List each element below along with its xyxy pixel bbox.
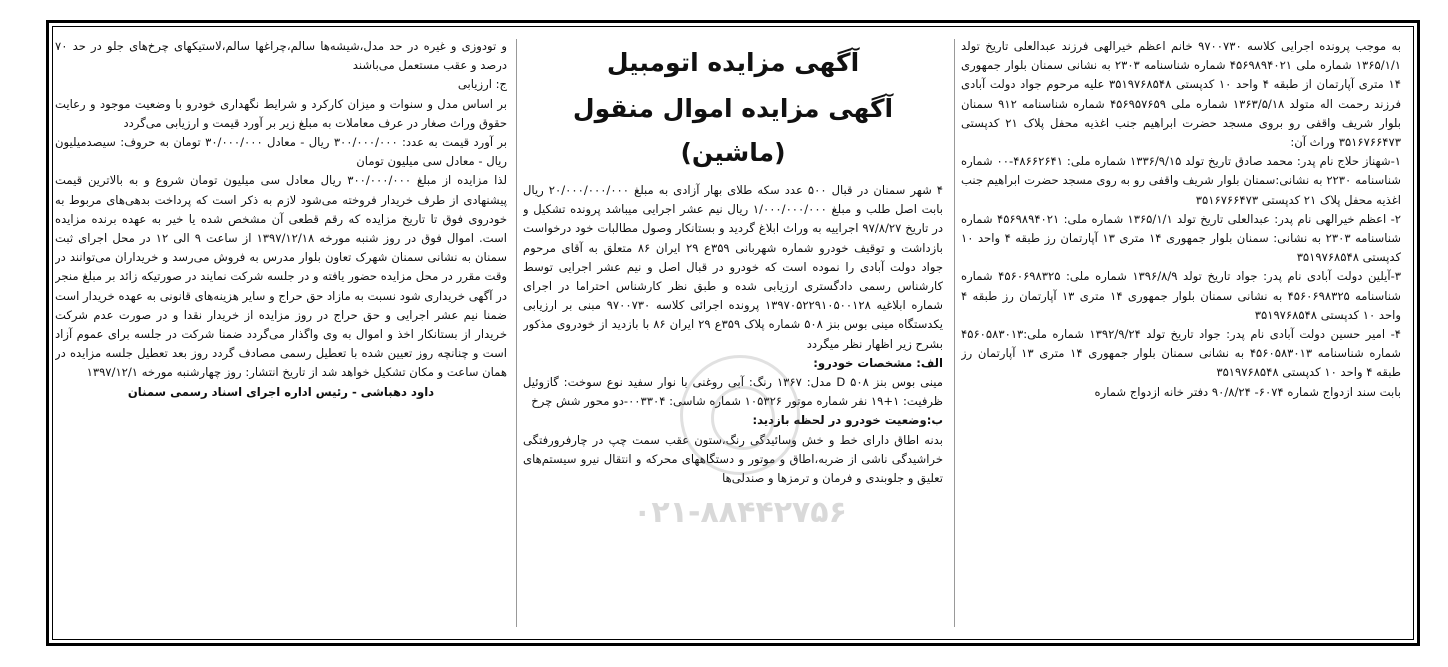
case-body: ۴ شهر سمنان در قبال ۵۰۰ عدد سکه طلای بهار آزادی به مبلغ ۲۰/۰۰۰/۰۰۰/۰۰۰ ریال بابت اصل طلب و مبلغ ۱/۰۰۰/۰۰۰/۰۰۰ ریال نیم عشر اجرایی میباشد پرونده تشکیل و در تاریخ ۹۷/۸/۲۷ اجراییه به وراث ابلاغ گردید و بستانکار وصول مطالبات خود درخواست بازداشت و توقیف خودرو شماره شهربانی ۳۵۹ع ۲۹ ایران ۸۶ متعلق به آقای مرحوم جواد دولت آبادی را نموده است که خودرو در قبال اصل و نیم عشر اجرایی توسط کارشناس رسمی دادگستری ارزیابی شده و طبق نظر کارشناس احتراما در اجرای شماره ابلاغیه ۱۳۹۷۰۵۲۲۹۱۰۵۰۰۱۲۸ پرونده اجرائی کلاسه ۹۷۰۰۷۳۰ مبنی بر ارزیابی یکدستگاه مینی بوس بنز ۵۰۸ شماره پلاک ۳۵۹ع ۲۹ ایران ۸۶ با بازدید از خودروی مذکور بشرح زیر اظهار نظر میگردد bbox=[523, 183, 943, 351]
marriage-deed: بابت سند ازدواج شماره ۶۰۷۴- ۹۰/۸/۲۴ دفتر خانه ازدواج شماره bbox=[1094, 384, 1401, 399]
section-c-heading: ج: ارزیابی bbox=[457, 77, 507, 92]
column-divider bbox=[516, 39, 517, 627]
case-intro: به موجب پرونده اجرایی کلاسه ۹۷۰۰۷۳۰ خانم اعظم خیرالهی فرزند عبدالعلی تاریخ تولد ۱۳۶۵/۱/۱ شماره ملی ۴۵۶۹۸۹۴۰۲۱ شماره شناسنامه ۲۳۰۳ به نشانی سمنان بلوار جمهوری ۱۴ متری آپارتمان از طبقه ۴ واحد ۱۰ کدپستی ۳۵۱۹۷۶۸۵۴۸ علیه مرحوم جواد دولت آبادی فرزند رحمت اله متولد ۱۳۶۳/۵/۱۸ شماره ملی ۴۵۶۹۵۷۶۵۹ شماره شناسنامه ۹۱۲ سمنان بلوار شریف واقفی رو بروی مسجد حضرت ابراهیم جنب اغذیه محفل پلاک ۲۱ کدپستی ۳۵۱۶۷۶۶۴۷۳ وراث آن: bbox=[961, 39, 1401, 150]
heir-3: ۳-آیلین دولت آبادی نام پدر: جواد تاریخ تولد ۱۳۹۶/۸/۹ شماره ملی: ۴۵۶۰۶۹۸۳۲۵ شماره شناسنامه ۴۵۶۰۶۹۸۳۲۵ به نشانی سمنان بلوار جمهوری ۱۴ متری ۱۳ آپارتمان رز طبقه ۴ واحد ۱۰ کدپستی ۳۵۱۹۷۶۸۵۴۸ bbox=[961, 269, 1401, 322]
auction-terms: لذا مزایده از مبلغ ۳۰۰/۰۰۰/۰۰۰ ریال معادل سی میلیون تومان شروع و به بالاترین قیمت پیشنهادی از طرف خریدار فروخته می‌شود لازم به ذکر است که پرداخت بدهی‌های مربوط به خودروی فوق تا تاریخ مزایده که رقم قطعی آن مشخص شده یا خیر به عهده برنده مزایده است. اموال فوق در روز شنبه مورخه ۱۳۹۷/۱۲/۱۸ از ساعت ۹ الی ۱۲ در محل اجرای ثبت سمنان به نشانی سمنان شهرک تعاون بلوار مدرس به فروش می‌رسد و خریداران می‌توانند در وقت مقرر در محل مزایده حضور یافته و در جلسه شرکت نمایند در صورتیکه زائد بر مبلغ منجر در آگهی خریداری شود نسبت به مازاد حق حراج و سایر هزینه‌های قانونی به عهده خریدار است ضمنا نیم عشر اجرایی و حق حراج در روز مزایده از خریدار نقدا و در صورت عدم شرکت خریدار از بستانکار اخذ و اموال به وی واگذار می‌گردد ضمنا شرکت در جلسه برای عموم آزاد است و چنانچه روز تعیین شده با تعطیل رسمی مصادف گردد روز بعد تعطیل جلسه مزایده در همان ساعت و مکان تشکیل خواهد شد از تاریخ انتشار: روز چهارشنبه مورخه ۱۳۹۷/۱۲/۱ bbox=[55, 173, 507, 380]
notice-frame bbox=[46, 20, 1420, 646]
notice-title: آگهی مزایده اتومبیل bbox=[606, 48, 860, 77]
section-b-heading: ب:وضعیت خودرو در لحظه بازدید: bbox=[752, 413, 943, 428]
column-divider bbox=[954, 39, 955, 627]
watermark-phone: ۰۲۱-۸۸۴۴۲۷۵۶ bbox=[633, 495, 847, 530]
heir-2: ۲- اعظم خیرالهی نام پدر: عبدالعلی تاریخ تولد ۱۳۶۵/۱/۱ شماره ملی: ۴۵۶۹۸۹۴۰۲۱ شماره شناسنامه ۲۳۰۳ به نشانی: سمنان بلوار جمهوری ۱۴ متری ۱۳ آپارتمان رز طبقه ۴ واحد ۱۰ کدپستی ۳۵۱۹۷۶۸۵۴۸ bbox=[961, 211, 1401, 265]
notice-subtitle: آگهی مزایده اموال منقول (ماشین) bbox=[572, 94, 894, 167]
heir-4: ۴- امیر حسین دولت آبادی نام پدر: جواد تاریخ تولد ۱۳۹۲/۹/۲۴ شماره ملی:۴۵۶۰۵۸۳۰۱۳ شماره شناسنامه ۴۵۶۰۵۸۳۰۱۳ به نشانی سمنان بلوار جمهوری ۱۴ متری ۱۳ آپارتمان رز طبقه ۴ واحد ۱۰ کدپستی ۳۵۱۹۷۶۸۵۴۸ bbox=[961, 327, 1401, 380]
appraisal-price: بر آورد قیمت به عدد: ۳۰۰/۰۰۰/۰۰۰ ریال - معادل ۳۰/۰۰۰/۰۰۰ تومان به حروف: سیصدمیلیون ریال - معادل سی میلیون تومان bbox=[55, 135, 507, 169]
right-column bbox=[961, 37, 1401, 633]
appraisal-basis: بر اساس مدل و سنوات و میزان کارکرد و شرایط نگهداری خودرو با وضعیت موجود و رعایت حقوق وراث صغار در عرف معاملات به مبلغ زیر بر آورد قیمت و ارزیابی می‌گردد bbox=[55, 96, 507, 130]
middle-column bbox=[523, 37, 943, 633]
vehicle-condition-cont: و تودوزی و غیره در حد مدل،شیشه‌ها سالم،چراغها سالم،لاستیکهای چرخ‌های جلو در حد ۷۰ درصد و عقب مستعمل می‌باشند bbox=[55, 39, 507, 73]
vehicle-condition: بدنه اطاق دارای خط و خش وسائیدگی رنگ،ستون عقب سمت چپ در چارفرورفتگی خراشیدگی ناشی از ضربه،اطاق و موتور و دستگاههای محرکه و انتقال نیرو سیستم‌های تعلیق و جلوبندی و فرمان و ترمزها و صندلی‌ها bbox=[523, 432, 943, 486]
vehicle-specs: مینی بوس بنز D ۵۰۸ مدل: ۱۳۶۷ رنگ: آبی روغنی با نوار سفید نوع سوخت: گازوئیل ظرفیت: ۱+۱۹ نفر شماره موتور ۱۰۵۳۲۶ شماره شاسی: ۰۰۳۳۰۴-دو محور شش چرخ bbox=[523, 375, 943, 409]
left-column bbox=[55, 37, 507, 633]
section-a-heading: الف: مشخصات خودرو: bbox=[813, 355, 943, 370]
notice-inner-border bbox=[52, 26, 1414, 640]
heir-1: ۱-شهناز حلاج نام پدر: محمد صادق تاریخ تولد ۱۳۳۶/۹/۱۵ شماره ملی: ۴۸۶۶۲۶۴۱-۰۰ شماره شناسنامه ۲۲۳۰ به نشانی:سمنان بلوار شریف واقفی رو به روی مسجد حضرت ابراهیم جنب اغذیه محفل پلاک ۲۱ کدپستی ۳۵۱۶۷۶۶۴۷۳ bbox=[961, 154, 1401, 207]
signature: داود دهباشی - رئیس اداره اجرای اسناد رسمی سمنان bbox=[127, 384, 435, 399]
